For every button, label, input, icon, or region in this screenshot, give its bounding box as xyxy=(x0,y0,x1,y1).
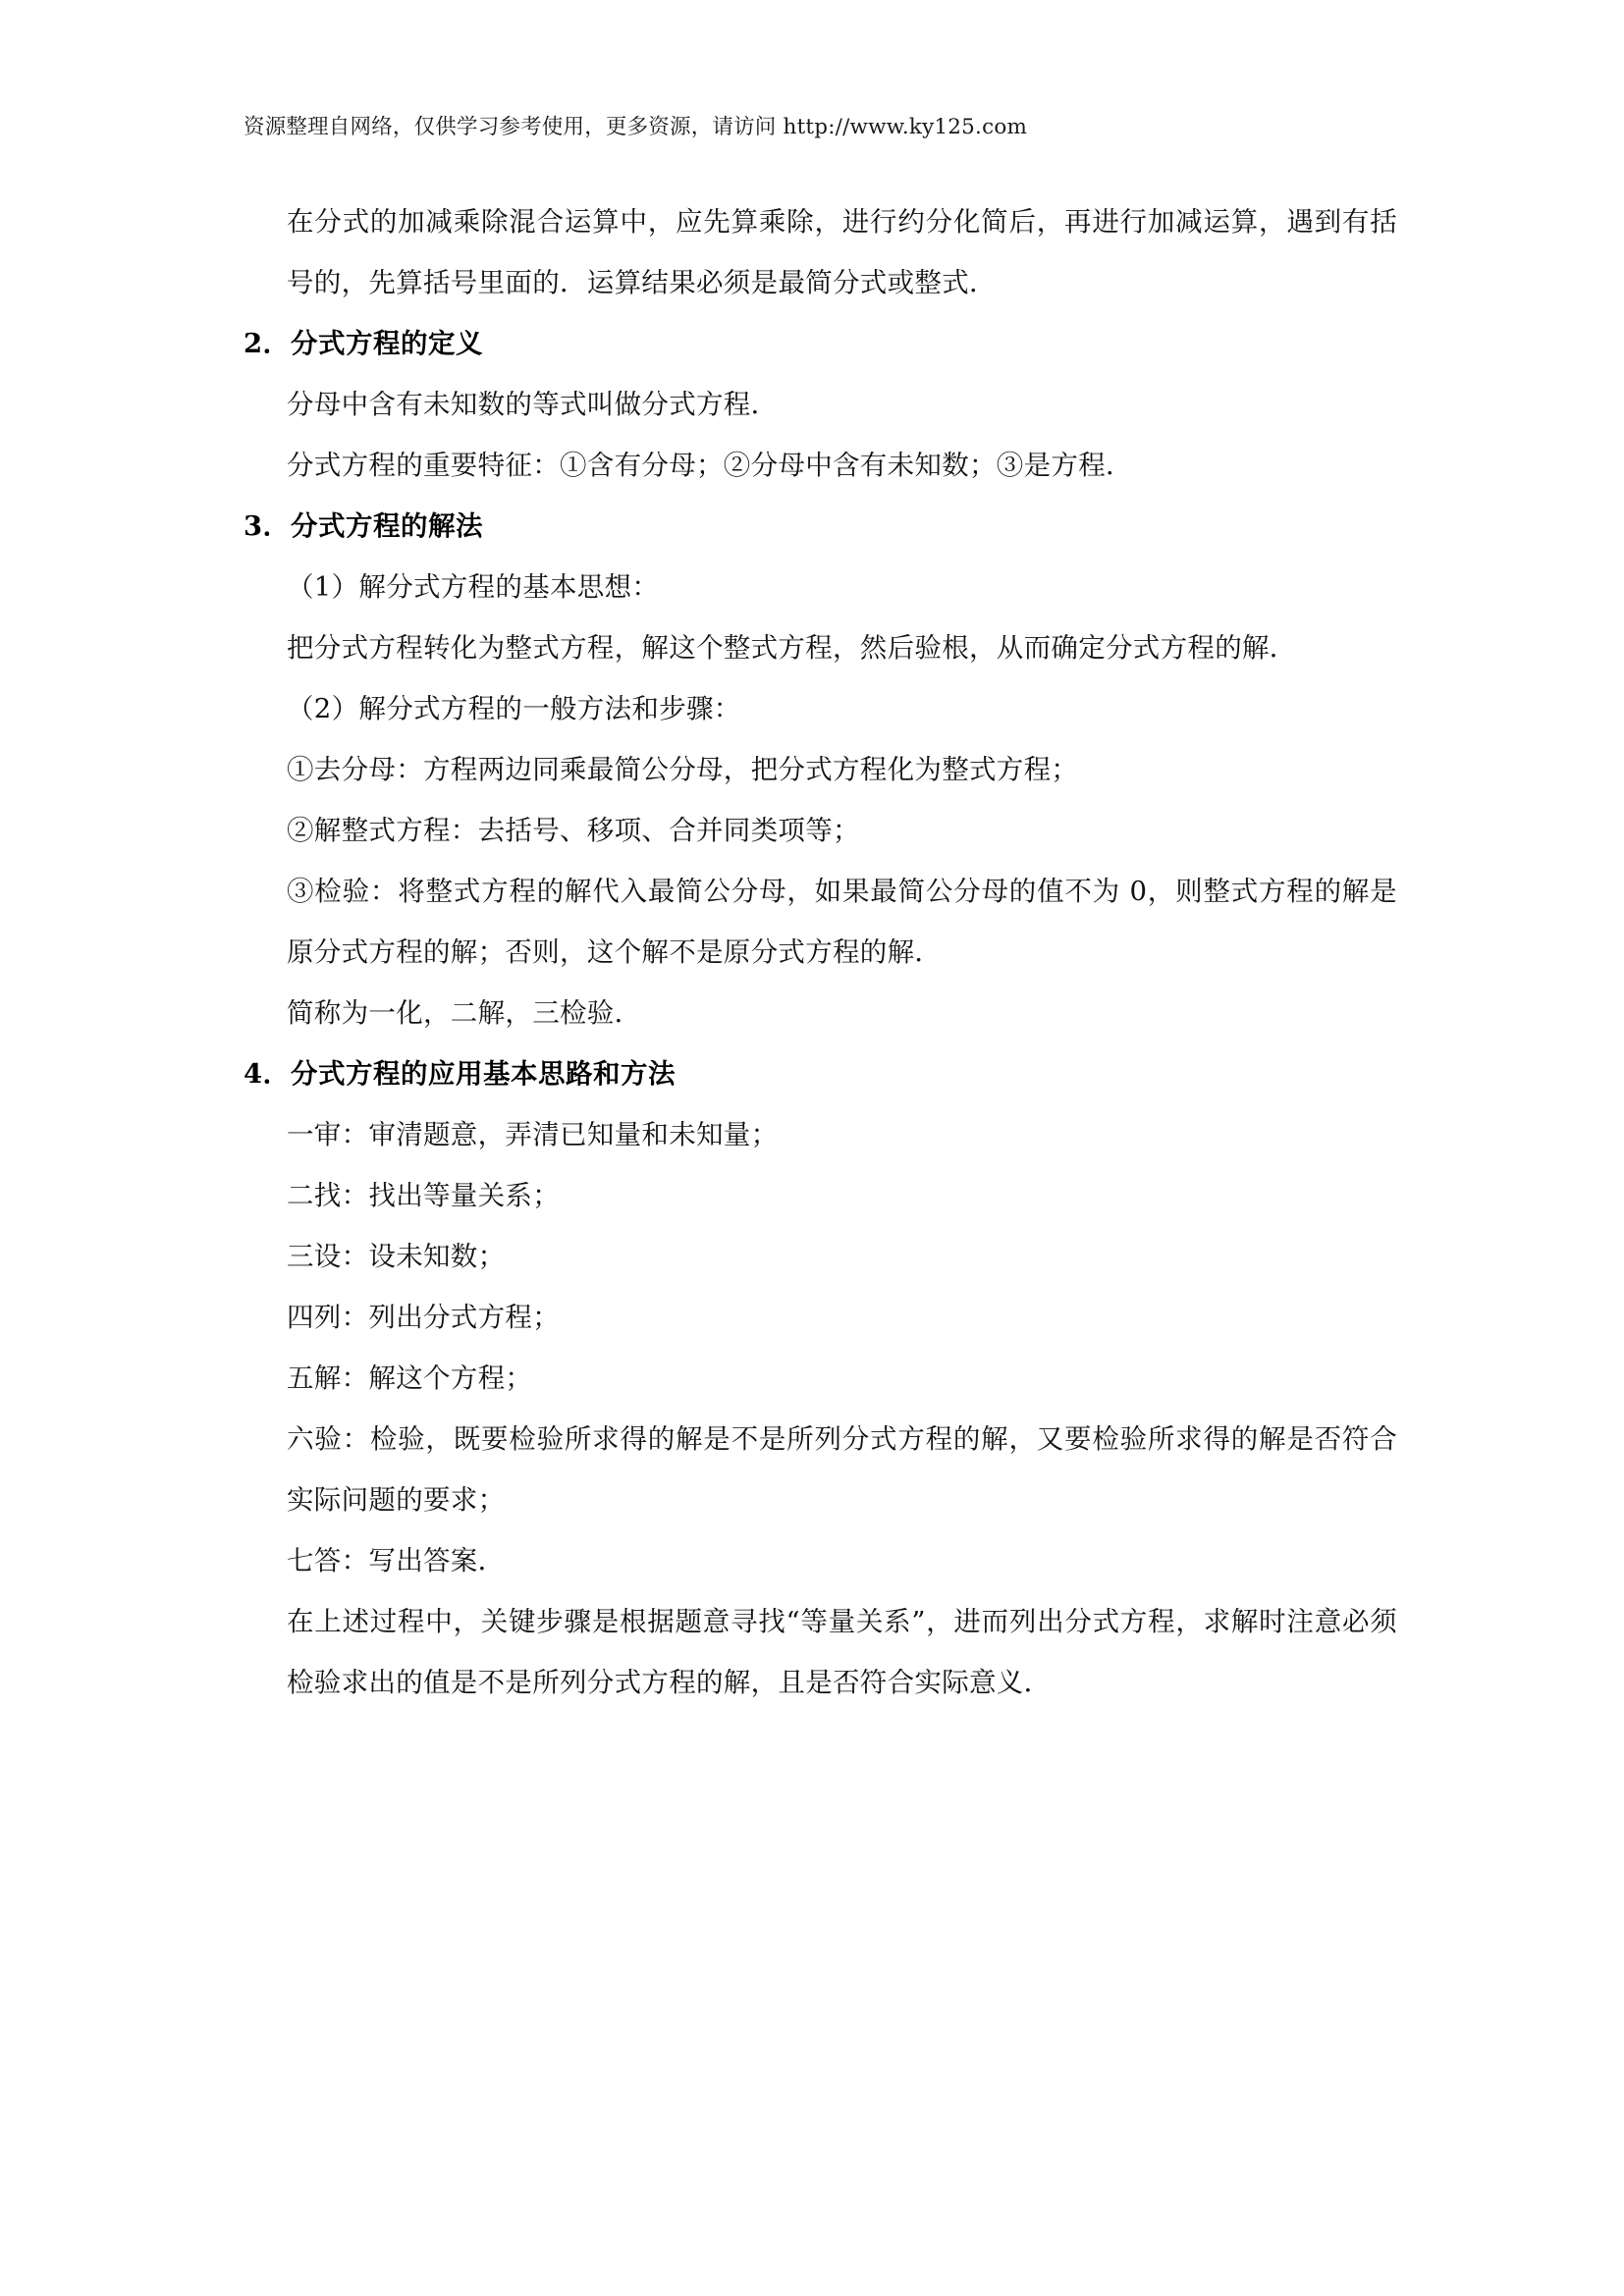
section-3-line-2: 把分式方程转化为整式方程，解这个整式方程，然后验根，从而确定分式方程的解． xyxy=(287,632,1297,664)
section-4-line-2: 二找：找出等量关系； xyxy=(287,1180,560,1211)
section-number-3: 3． xyxy=(244,510,291,542)
section-number-4: 4． xyxy=(244,1058,291,1090)
page-header-note: 资源整理自网络，仅供学习参考使用，更多资源，请访问 http://www.ky125.com xyxy=(244,115,1028,139)
section-4-line-3: 三设：设未知数； xyxy=(287,1241,506,1272)
section-3-line-7: 简称为一化，二解，三检验． xyxy=(287,997,642,1029)
section-4-line-8: 在上述过程中，关键步骤是根据题意寻找“等量关系”，进而列出分式方程，求解时注意必须检验求出的值是不是所列分式方程的解，且是否符合实际意义． xyxy=(287,1606,1397,1698)
section-3-line-4: ①去分母：方程两边同乘最简公分母，把分式方程化为整式方程； xyxy=(287,754,1079,785)
section-3-line-6: ③检验：将整式方程的解代入最简公分母，如果最简公分母的值不为 0，则整式方程的解是原分式方程的解；否则，这个解不是原分式方程的解． xyxy=(287,876,1397,968)
document-body xyxy=(244,191,1397,1713)
section-number-2: 2． xyxy=(244,328,291,359)
section-3-line-1: （1）解分式方程的基本思想： xyxy=(287,571,660,603)
intro-paragraph: 在分式的加减乘除混合运算中，应先算乘除，进行约分化简后，再进行加减运算，遇到有括号的，先算括号里面的．运算结果必须是最简分式或整式． xyxy=(287,206,1397,298)
section-4-line-1: 一审：审清题意，弄清已知量和未知量； xyxy=(287,1119,779,1150)
section-heading-3 xyxy=(244,496,1397,557)
section-4-line-7: 七答：写出答案． xyxy=(287,1545,506,1576)
section-2-line-2: 分式方程的重要特征：①含有分母；②分母中含有未知数；③是方程． xyxy=(287,450,1133,481)
section-heading-4 xyxy=(244,1043,1397,1104)
section-heading-2 xyxy=(244,313,1397,374)
section-4-line-6: 六验：检验，既要检验所求得的解是不是所列分式方程的解，又要检验所求得的解是否符合实际问题的要求； xyxy=(287,1423,1397,1516)
section-title-4: 分式方程的应用基本思路和方法 xyxy=(291,1058,676,1090)
section-3-line-5: ②解整式方程：去括号、移项、合并同类项等； xyxy=(287,815,860,846)
section-4-line-5: 五解：解这个方程； xyxy=(287,1362,533,1394)
section-2-line-1: 分母中含有未知数的等式叫做分式方程． xyxy=(287,389,779,420)
section-title-2: 分式方程的定义 xyxy=(291,328,483,359)
section-title-3: 分式方程的解法 xyxy=(291,510,483,542)
section-3-line-3: （2）解分式方程的一般方法和步骤： xyxy=(287,693,741,724)
section-4-line-4: 四列：列出分式方程； xyxy=(287,1302,560,1333)
